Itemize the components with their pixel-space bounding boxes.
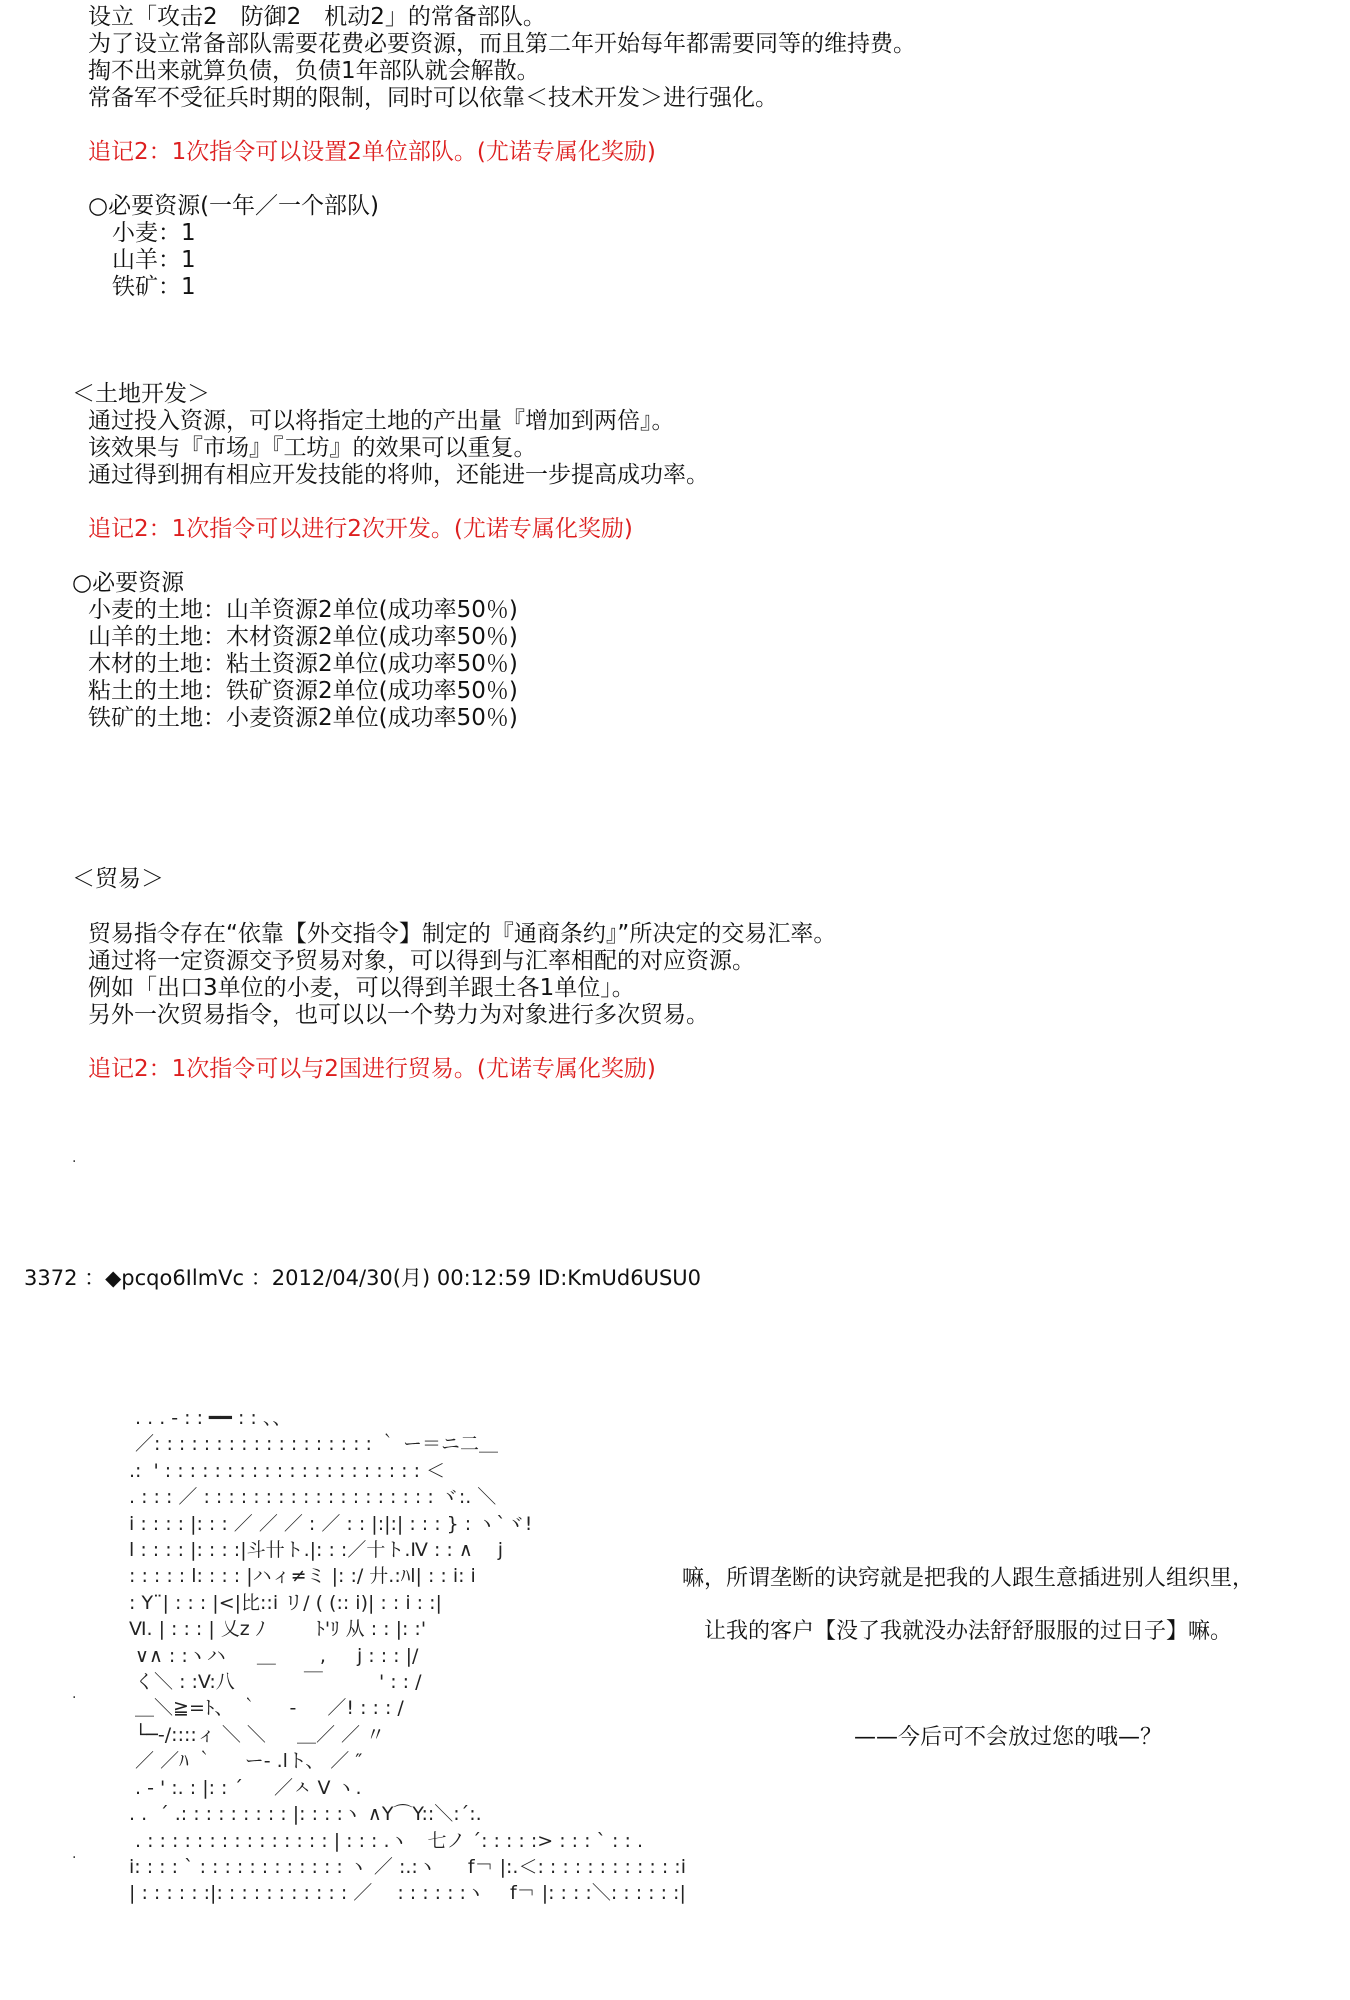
land-line-1: 通过投入资源，可以将指定土地的产出量『增加到两倍』。 [88,408,675,434]
land-resources-title: ○必要资源 [72,570,185,596]
dialog-line-1: 嘛，所谓垄断的诀窍就是把我的人跟生意插进别人组织里， [682,1566,1255,1591]
land-resource-5: 铁矿的土地：小麦资源2单位(成功率50％) [88,705,518,731]
ascii-art-character: . . . ‐ : : ━━ : : 、、 ／: : : : : : : : : : : : : : : : : : ｀ ー＝ニ二＿ .: ' : : : : : : : : : : : : : : : : : : : : : ＜ . : : : ／ : : : : : : : : : : : : : : : : : : : ヾ:. ＼ i : : : : |: : : ／ ／ ／ : ／ : : |:|:| : : : } : ヽ`ヾ! l : : : : |: : : :|斗卄ト.|: : :／十ト.Ⅳ : : ∧ j : : : : : l: : : : |ハィ≠ミ |: :/ 廾.:ﾊl| : : i: i : Y¨| : : : |<|比::i リ/ ( (:: i)| : : i : :| Ⅵ. | : : : | 乂z ﾉ ﾄ'ﾘ 从 : : |: :' ∨∧ : :ヽハ ＿ , j : : : |/ く＼ : :V:八 ￣ ' : : / ＿＼≧=ﾄ、 ｀ ‐ ／! : : : / └─‐/::::ィ ＼ ＼ ＿／ ／ 〃 ／ ／ﾊ ｀ ー- .lト、 ／ ″ . - ' :. : |: : ´ ／ㅅ V ヽ. . . ´ .: : : : : : : : : |: : : :ヽ ∧Y⌒Y::＼:´:. . : : : : : : : : : : : : : : : | : : : .ヽ 七ノ ´: : : : :> : : : ` : : . i: : : : ` : : : : : : : : : : : : ヽ ／ :.:ヽ f￢ |:.＜: : : : : : : : : : : :i | : : : : : :|: : : : : : : : : : : ／ : : : : : :ヽ f￢ |: : : :＼: : : : : :| [129,1407,686,1905]
regular-line-3: 掏不出来就算负债，负债1年部队就会解散。 [88,58,540,84]
trade-note: 追记2：1次指令可以与2国进行贸易。(尤诺专属化奖励) [88,1056,656,1082]
stray-dot-3: . [72,1846,77,1862]
regular-line-4: 常备军不受征兵时期的限制，同时可以依靠＜技术开发＞进行强化。 [88,85,778,111]
regular-note: 追记2：1次指令可以设置2单位部队。(尤诺专属化奖励) [88,139,656,165]
trade-line-3: 例如「出口3单位的小麦，可以得到羊跟土各1单位」。 [88,975,635,1001]
regular-resources-title: ○必要资源(一年／一个部队) [88,193,380,219]
dialog-line-3: ——今后可不会放过您的哦—？ [854,1725,1163,1750]
regular-line-1: 设立「攻击2 防御2 机动2」的常备部队。 [88,4,546,30]
regular-resource-1: 小麦：1 [112,220,196,246]
trade-line-1: 贸易指令存在“依靠【外交指令】制定的『通商条约』”所决定的交易汇率。 [88,921,837,947]
land-resource-4: 粘土的土地：铁矿资源2单位(成功率50％) [88,678,518,704]
land-title: ＜土地开发＞ [72,381,210,407]
regular-line-2: 为了设立常备部队需要花费必要资源，而且第二年开始每年都需要同等的维持费。 [88,31,916,57]
stray-dot-2: . [72,1686,77,1702]
land-resource-3: 木材的土地：粘土资源2单位(成功率50％) [88,651,518,677]
regular-resource-2: 山羊：1 [112,247,196,273]
stray-dot: . [72,1150,77,1166]
trade-line-2: 通过将一定资源交予贸易对象，可以得到与汇率相配的对应资源。 [88,948,755,974]
document-page [14,0,1336,2000]
land-resource-2: 山羊的土地：木材资源2单位(成功率50％) [88,624,518,650]
trade-line-4: 另外一次贸易指令，也可以以一个势力为对象进行多次贸易。 [88,1002,709,1028]
land-resource-1: 小麦的土地：山羊资源2单位(成功率50％) [88,597,518,623]
post-header: 3372 ：◆pcqo6IlmVc ：2012/04/30(月) 00:12:59 ID:KmUd6USU0 [24,1266,702,1290]
trade-title: ＜贸易＞ [72,866,164,892]
dialog-line-2: 让我的客户【没了我就没办法舒舒服服的过日子】嘛。 [704,1619,1233,1644]
land-note: 追记2：1次指令可以进行2次开发。(尤诺专属化奖励) [88,516,633,542]
land-line-2: 该效果与『市场』『工坊』的效果可以重复。 [88,435,537,461]
regular-resource-3: 铁矿：1 [112,274,196,300]
land-line-3: 通过得到拥有相应开发技能的将帅，还能进一步提高成功率。 [88,462,709,488]
